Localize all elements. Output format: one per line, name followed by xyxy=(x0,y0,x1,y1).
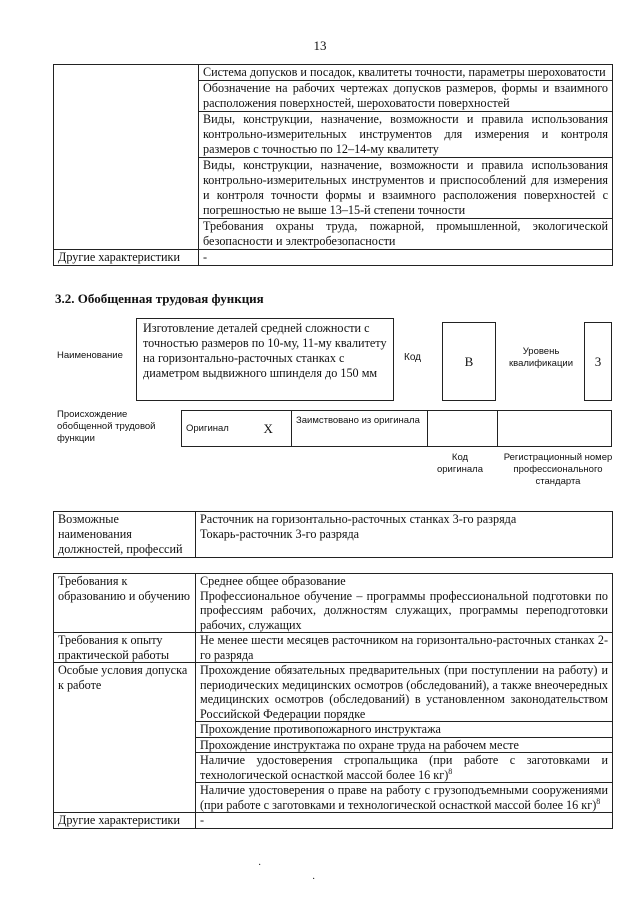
knowledge-item: Требования охраны труда, пожарной, промышленной, экологической безопасности и электробезопасности xyxy=(199,219,613,250)
other-characteristics-value: - xyxy=(199,250,613,266)
table-row xyxy=(54,663,613,722)
position-item: Расточник на горизонтально-расточных станках 3-го разряда xyxy=(200,512,517,526)
page-number: 13 xyxy=(313,38,327,53)
origin-label: Происхождение обобщенной трудовой функции xyxy=(57,409,156,444)
experience-value: Не менее шести месяцев расточником на горизонтально-расточных станках 2-го разряда xyxy=(196,633,613,663)
knowledge-item: Виды, конструкции, назначение, возможности и правила использования контрольно-измерительных инструментов и приспособлений для измерения и контроля точности формы и взаимного расположения поверхностей с погрешностью не выше 13–15-й степени точности xyxy=(199,158,613,219)
special-condition-item xyxy=(196,753,613,783)
education-label: Требования к образованию и обучению xyxy=(54,574,196,633)
section-title: 3.2. Обобщенная трудовая функция xyxy=(55,291,264,306)
knowledge-item: Обозначение на рабочих чертежах допусков размеров, формы и взаимного расположения поверхностей, шероховатости поверхностей xyxy=(199,81,613,112)
origin-table xyxy=(181,410,612,447)
borrowed-label: Заимствовано из оригинала xyxy=(292,411,428,447)
special-condition-text: Наличие удостоверения стропальщика (при работе с заготовками и технологической оснасткой массой более 16 кг) xyxy=(200,753,608,782)
special-condition-item xyxy=(196,783,613,813)
education-value xyxy=(196,574,613,633)
special-condition-item: Прохождение противопожарного инструктажа xyxy=(196,722,613,738)
table-row xyxy=(54,633,613,663)
special-conditions-label: Особые условия допуска к работе xyxy=(54,663,196,813)
positions-label: Возможные наименования должностей, профессий xyxy=(54,512,196,558)
code-label: Код xyxy=(404,352,422,363)
level-label: Уровень квалификации xyxy=(508,346,574,369)
table-row xyxy=(54,813,613,829)
other-characteristics-label: Другие характеристики xyxy=(54,250,199,266)
education-line: Профессиональное обучение – программы профессиональной подготовки по профессиям рабочих, должностям служащих, программы переподготовки рабочих, служащих xyxy=(200,588,608,632)
scan-speck: · xyxy=(258,860,262,871)
qualification-level-box: 3 xyxy=(584,322,612,401)
experience-label: Требования к опыту практической работы xyxy=(54,633,196,663)
registration-number-cell xyxy=(498,411,612,447)
original-code-cell xyxy=(428,411,498,447)
special-condition-text: Наличие удостоверения о праве на работу с грузоподъемными сооружениями (при работе с заготовками и технологической оснасткой массой более 16 кг) xyxy=(200,783,608,812)
knowledge-item: Система допусков и посадок, квалитеты точности, параметры шероховатости xyxy=(199,65,613,81)
positions-table xyxy=(53,511,613,558)
footnote-mark: 8 xyxy=(448,766,453,776)
original-mark: X xyxy=(246,411,292,447)
original-label: Оригинал xyxy=(182,411,246,447)
education-line: Среднее общее образование xyxy=(200,574,346,588)
name-label: Наименование xyxy=(57,350,123,361)
table-row xyxy=(54,65,613,81)
table-row xyxy=(54,250,613,266)
scan-speck: · xyxy=(312,874,316,885)
table-row xyxy=(182,411,612,447)
function-code-box: B xyxy=(442,322,496,401)
requirements-table xyxy=(53,573,613,829)
other-characteristics-label: Другие характеристики xyxy=(54,813,196,829)
code-original-caption: Код оригинала xyxy=(436,452,483,475)
special-condition-item: Прохождение обязательных предварительных (при поступлении на работу) и периодических медицинских осмотров (обследований), а также внеочередных медицинских осмотров (обследований) в установленном законодательством Российской Федерации порядке xyxy=(196,663,613,722)
special-condition-item: Прохождение инструктажа по охране труда на рабочем месте xyxy=(196,737,613,753)
positions-value xyxy=(196,512,613,558)
other-characteristics-value: - xyxy=(196,813,613,829)
knowledge-table xyxy=(53,64,613,266)
knowledge-item: Виды, конструкции, назначение, возможности и правила использования контрольно-измерительных инструментов для измерения и контроля размеров с точностью по 12–14-му квалитету xyxy=(199,112,613,158)
footnote-mark: 8 xyxy=(596,796,601,806)
table-row xyxy=(54,512,613,558)
position-item: Токарь-расточник 3-го разряда xyxy=(200,527,360,541)
knowledge-label-cell xyxy=(54,65,199,250)
table-row xyxy=(54,574,613,633)
registration-caption: Регистрационный номер профессионального стандарта xyxy=(503,452,613,487)
function-name-box: Изготовление деталей средней сложности с точностью размеров по 10-му, 11-му квалитету на горизонтально-расточных станках с диаметром выдвижного шпинделя до 150 мм xyxy=(136,318,394,401)
